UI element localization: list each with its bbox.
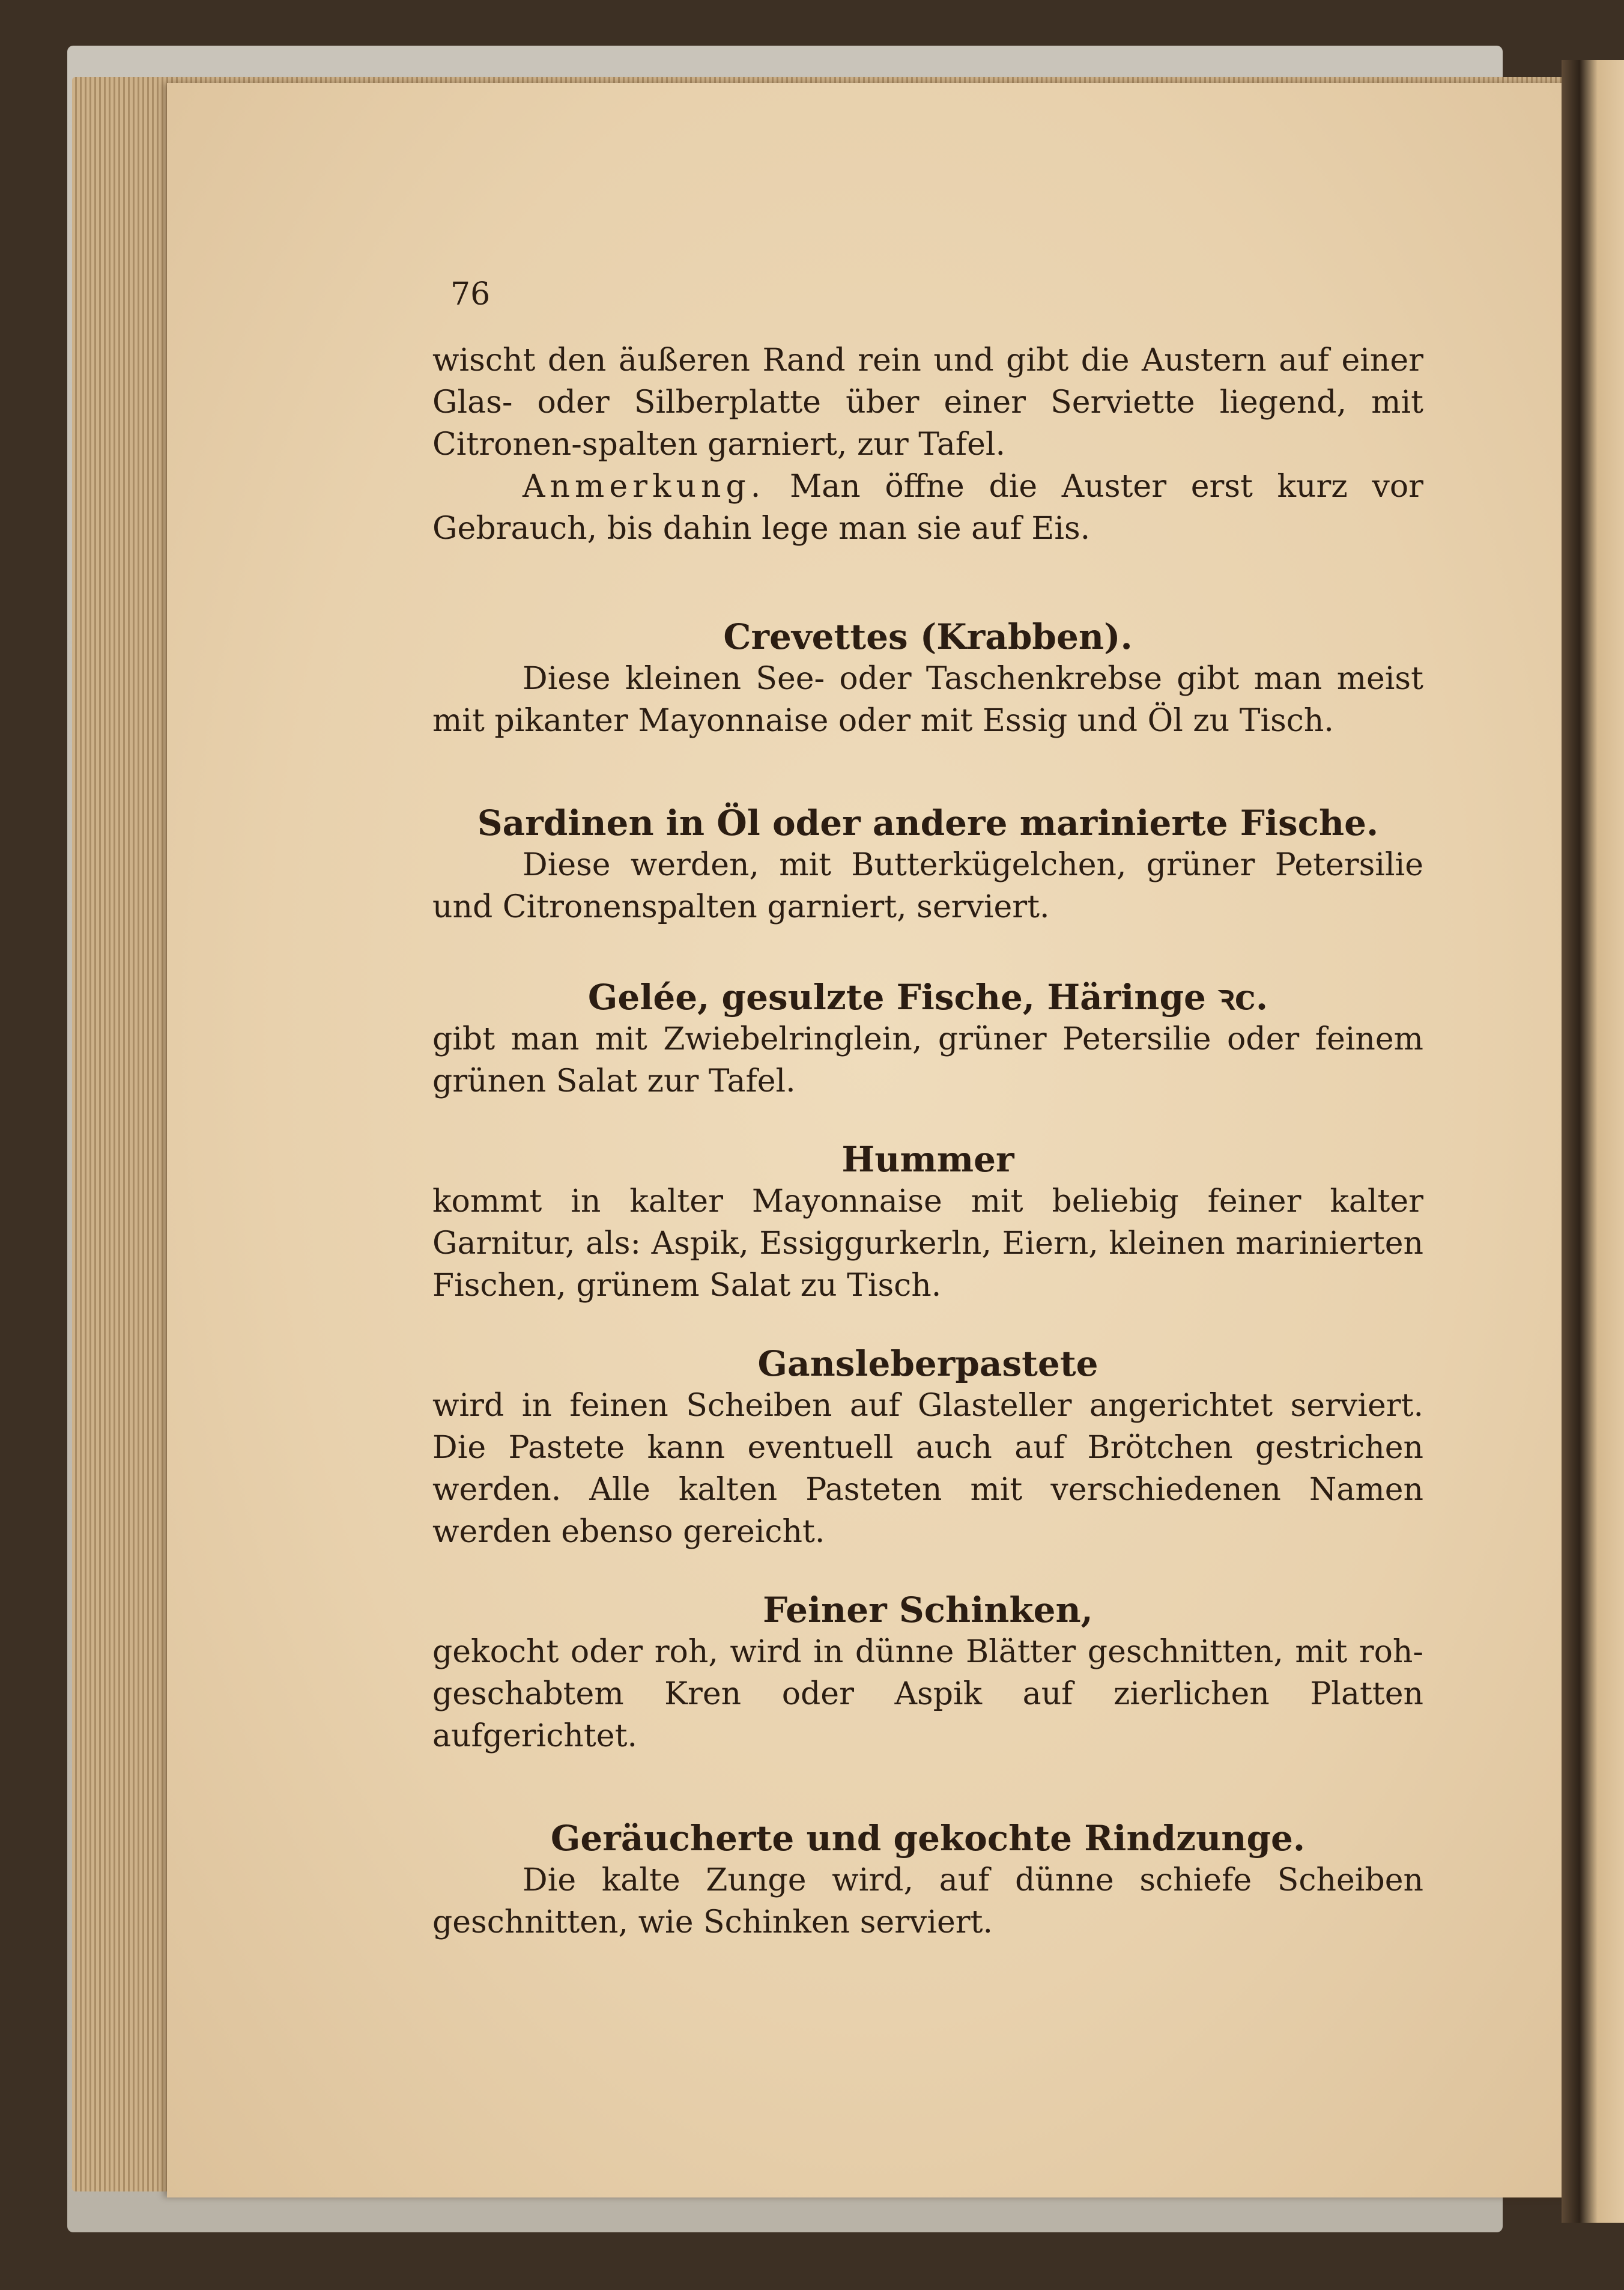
heading-schinken: Feiner Schinken, <box>763 1590 1093 1630</box>
text-crevettes: Diese kleinen See- oder Taschenkrebse gibt man meist mit pikanter Mayonnaise oder mit Essig und Öl zu Tisch. <box>432 661 1423 739</box>
book-gutter <box>1562 60 1624 2223</box>
heading-sardinen: Sardinen in Öl oder andere marinierte Fische. <box>477 803 1379 843</box>
page-content <box>432 273 1423 1943</box>
text-sardinen: Diese werden, mit Butterkügelchen, grüner Petersilie und Citronenspalten garniert, serviert. <box>432 847 1423 925</box>
note-text: Man öffne die Auster erst kurz vor Gebrauch, bis dahin lege man sie auf Eis. <box>432 469 1423 547</box>
text-hummer: kommt in kalter Mayonnaise mit beliebig feiner kalter Garnitur, als: Aspik, Essiggurkerln, Eiern, kleinen marinierten Fischen, grünem Salat zu Tisch. <box>432 1183 1423 1304</box>
heading-crevettes: Crevettes (Krabben). <box>723 616 1133 657</box>
text-schinken: gekocht oder roh, wird in dünne Blätter geschnitten, mit roh-geschabtem Kren oder Aspik auf zierlichen Platten aufgerichtet. <box>432 1634 1423 1754</box>
text-gansleberpastete: wird in feinen Scheiben auf Glasteller angerichtet serviert. Die Pastete kann eventuell auch auf Brötchen gestrichen werden. Alle kalten Pasteten mit verschiedenen Namen werden ebenso gereicht. <box>432 1388 1423 1550</box>
heading-gansleberpastete: Gansleberpastete <box>757 1343 1098 1384</box>
page-number: 76 <box>450 276 491 312</box>
heading-rindzunge: Geräucherte und gekochte Rindzunge. <box>550 1818 1306 1859</box>
heading-gelee: Gelée, gesulzte Fische, Häringe ꝛc. <box>587 977 1268 1018</box>
text-gelee: gibt man mit Zwiebelringlein, grüner Petersilie oder feinem grünen Salat zur Tafel. <box>432 1021 1423 1099</box>
heading-hummer: Hummer <box>841 1139 1014 1180</box>
note-paragraph <box>432 466 1423 550</box>
intro-paragraph: wischt den äußeren Rand rein und gibt die Austern auf einer Glas- oder Silberplatte über einer Serviette liegend, mit Citronen-spalten garniert, zur Tafel. <box>432 342 1423 463</box>
text-rindzunge: Die kalte Zunge wird, auf dünne schiefe Scheiben geschnitten, wie Schinken serviert. <box>432 1862 1423 1940</box>
note-label: Anmerkung. <box>523 469 766 505</box>
